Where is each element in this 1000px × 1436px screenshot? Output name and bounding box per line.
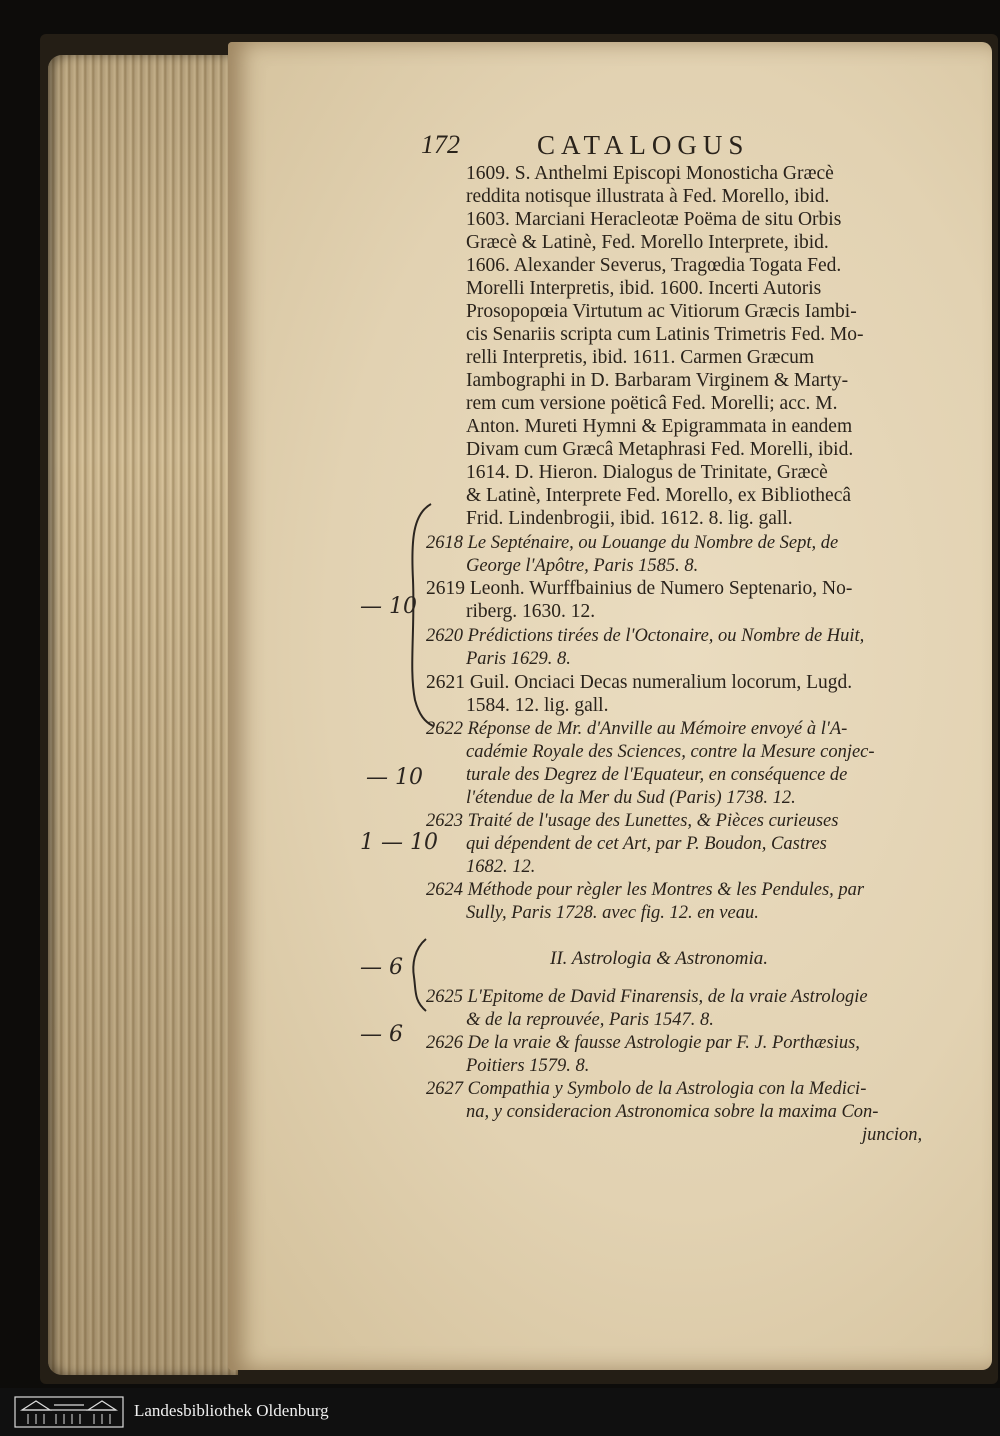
entry-2622: 2622 Réponse de Mr. d'Anville au Mémoire envoyé à l'A- (426, 719, 848, 739)
text-line: Divam cum Græcâ Metaphrasi Fed. Morelli, ibid. (466, 439, 854, 460)
text-line: George l'Apôtre, Paris 1585. 8. (466, 556, 699, 576)
text-line: Græcè & Latinè, Fed. Morello Interprete, ibid. (466, 232, 829, 253)
footer-bar (0, 1388, 1000, 1436)
text-line: Anton. Mureti Hymni & Epigrammata in eandem (466, 416, 853, 437)
text-line: l'étendue de la Mer du Sud (Paris) 1738. 12. (466, 788, 796, 808)
library-building-logo-icon (14, 1396, 124, 1428)
entry-2618: 2618 Le Septénaire, ou Louange du Nombre de Sept, de (426, 533, 839, 553)
handwritten-note: — 6 (360, 955, 403, 980)
text-line: Poitiers 1579. 8. (466, 1056, 590, 1076)
handwritten-note: — 10 (360, 594, 417, 619)
text-line: 1682. 12. (466, 857, 536, 877)
text-line: Morelli Interpretis, ibid. 1600. Incerti Autoris (466, 278, 822, 299)
entry-2620: 2620 Prédictions tirées de l'Octonaire, ou Nombre de Huit, (426, 626, 865, 646)
entry-2627: 2627 Compathia y Symbolo de la Astrologia con la Medici- (426, 1079, 867, 1099)
entry-2624: 2624 Méthode pour règler les Montres & les Pendules, par (426, 880, 865, 900)
text-line: 1584. 12. lig. gall. (466, 695, 609, 716)
text-line: Sully, Paris 1728. avec fig. 12. en veau. (466, 903, 759, 923)
entry-2619: 2619 Leonh. Wurffbainius de Numero Septenario, No- (426, 578, 853, 599)
entry-2625: 2625 L'Epitome de David Finarensis, de la vraie Astrologie (426, 987, 868, 1007)
text-line: & de la reprouvée, Paris 1547. 8. (466, 1010, 714, 1030)
text-line: na, y consideracion Astronomica sobre la maxima Con- (466, 1102, 879, 1122)
text-line: Iambographi in D. Barbaram Virginem & Marty- (466, 370, 849, 391)
catchword: juncion, (862, 1125, 923, 1145)
text-line: rem cum versione poëticâ Fed. Morelli; acc. M. (466, 393, 838, 414)
page-edges (48, 55, 238, 1375)
text-line: reddita notisque illustrata à Fed. Morello, ibid. (466, 186, 830, 207)
handwritten-note: — 10 (366, 765, 423, 790)
text-line: 1606. Alexander Severus, Tragœdia Togata Fed. (466, 255, 842, 276)
text-line: Prosopopœia Virtutum ac Vitiorum Græcis Iambi- (466, 301, 857, 322)
section-heading: II. Astrologia & Astronomia. (550, 948, 768, 969)
text-line: & Latinè, Interprete Fed. Morello, ex Bibliothecâ (466, 485, 852, 506)
text-line: Paris 1629. 8. (466, 649, 571, 669)
text-line: 1609. S. Anthelmi Episcopi Monosticha Græcè (466, 163, 834, 184)
entry-2621: 2621 Guil. Onciaci Decas numeralium locorum, Lugd. (426, 672, 853, 693)
text-line: 1614. D. Hieron. Dialogus de Trinitate, Græcè (466, 462, 828, 483)
text-line: relli Interpretis, ibid. 1611. Carmen Græcum (466, 347, 815, 368)
text-line: 1603. Marciani Heracleotæ Poëma de situ Orbis (466, 209, 842, 230)
text-line: cadémie Royale des Sciences, contre la Mesure conjec- (466, 742, 875, 762)
handwritten-bracket (400, 935, 430, 1015)
entry-2623: 2623 Traité de l'usage des Lunettes, & Pièces curieuses (426, 811, 839, 831)
text-line: riberg. 1630. 12. (466, 601, 596, 622)
text-line: turale des Degrez de l'Equateur, en conséquence de (466, 765, 848, 785)
handwritten-note: — 6 (360, 1022, 403, 1047)
page-number: 172 (421, 130, 460, 159)
entry-2626: 2626 De la vraie & fausse Astrologie par F. J. Porthæsius, (426, 1033, 860, 1053)
running-title: CATALOGUS (537, 130, 750, 160)
library-name: Landesbibliothek Oldenburg (134, 1401, 329, 1420)
text-line: qui dépendent de cet Art, par P. Boudon, Castres (466, 834, 827, 854)
handwritten-note: 1 — 10 (360, 830, 438, 855)
text-line: Frid. Lindenbrogii, ibid. 1612. 8. lig. gall. (466, 508, 793, 529)
text-line: cis Senariis scripta cum Latinis Trimetris Fed. Mo- (466, 324, 864, 345)
